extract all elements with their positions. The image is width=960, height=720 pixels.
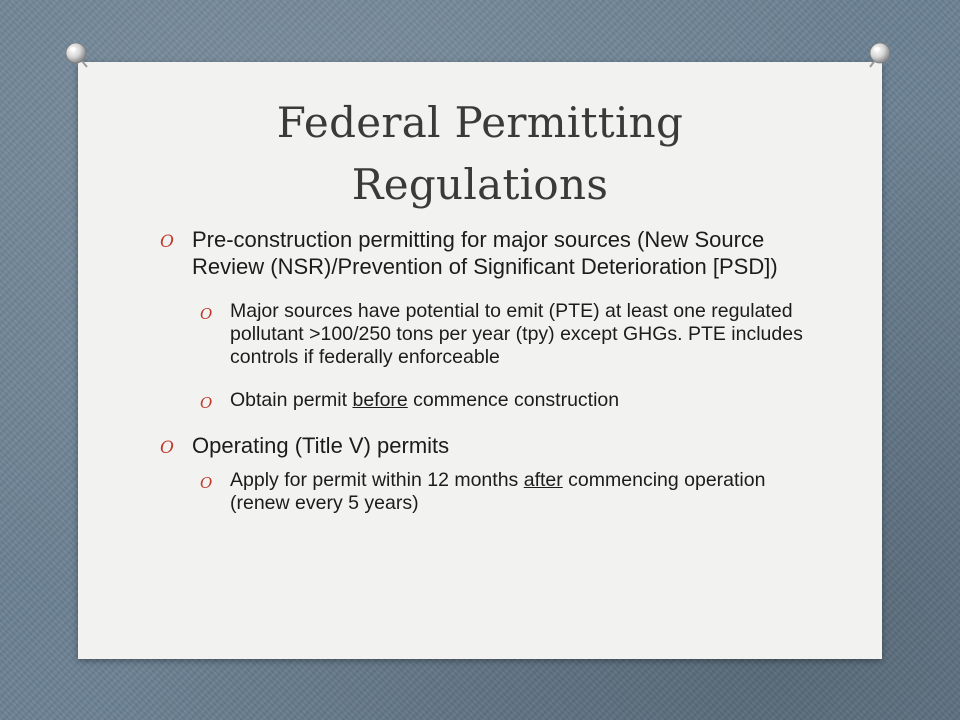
bullet-text-before: Apply for permit within 12 months (230, 469, 524, 491)
bullet-item (160, 432, 810, 459)
bullet-text-before: Obtain permit (230, 389, 353, 411)
bullet-item (160, 226, 810, 280)
bullet-text: Major sources have potential to emit (PTE) at least one regulated pollutant >100/250 tons per year (tpy) except GHGs. PTE includes controls if federally enforceable (230, 300, 803, 368)
sub-bullet-item (200, 389, 810, 412)
slide-title: Federal Permitting Regulations (276, 98, 684, 209)
bullet-list (160, 226, 810, 515)
underlined-word: after (523, 469, 563, 491)
bullet-text: Pre-construction permitting for major sources (New Source Review (NSR)/Prevention of Significant Deterioration [PSD]) (192, 227, 778, 279)
bullet-text: Operating (Title V) permits (192, 433, 450, 458)
bullet-marker: O (160, 232, 174, 252)
bullet-marker: O (160, 438, 174, 458)
sub-bullet-item (200, 469, 810, 515)
sub-bullet-item (200, 300, 810, 369)
bullet-text-after: commencing operation (renew every 5 years) (230, 469, 766, 514)
bullet-marker: O (200, 474, 213, 492)
bullet-marker: O (200, 305, 213, 323)
pushpin-icon (864, 40, 894, 70)
pushpin-icon (62, 40, 92, 70)
bullet-marker: O (200, 394, 213, 412)
underlined-word: before (352, 389, 408, 411)
bullet-text-after: commence construction (407, 389, 620, 411)
